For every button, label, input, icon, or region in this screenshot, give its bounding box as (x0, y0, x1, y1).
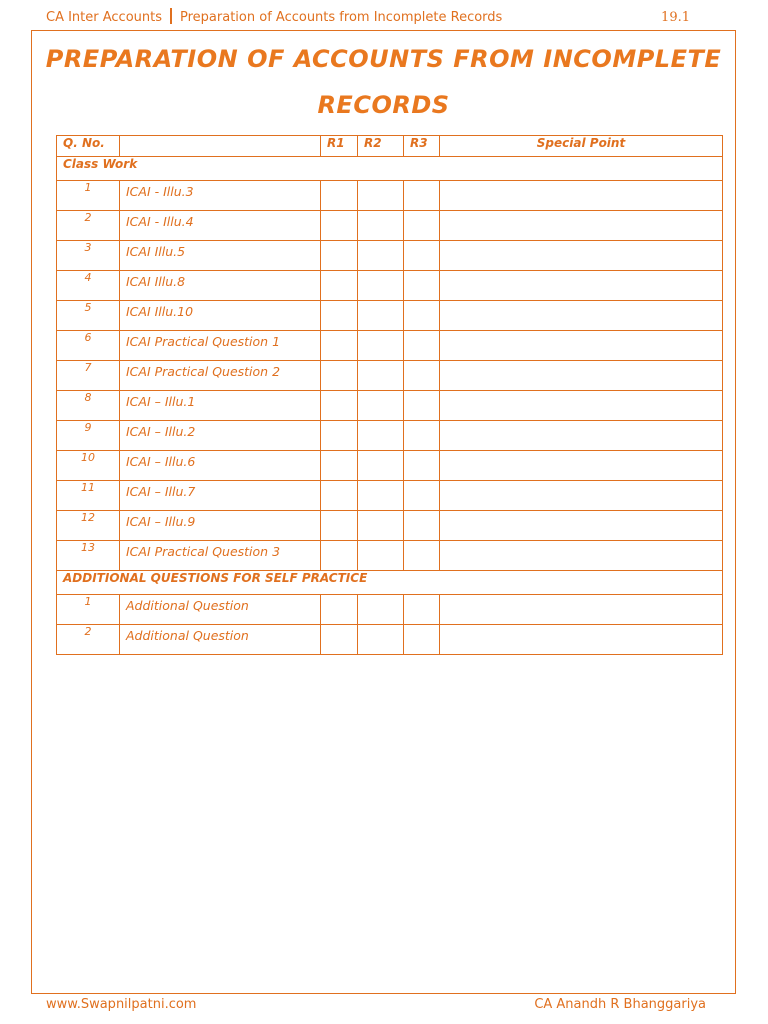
question-description: ICAI Illu.5 (120, 241, 321, 271)
question-number: 4 (57, 271, 120, 301)
r2-cell (358, 271, 404, 301)
special-point-cell (440, 541, 723, 571)
special-point-cell (440, 595, 723, 625)
special-point-cell (440, 301, 723, 331)
question-description: ICAI Practical Question 2 (120, 361, 321, 391)
question-number: 12 (57, 511, 120, 541)
page-number: 19.1 (661, 10, 690, 25)
r2-cell (358, 241, 404, 271)
question-number: 6 (57, 331, 120, 361)
question-description: ICAI – Illu.6 (120, 451, 321, 481)
r3-cell (404, 331, 440, 361)
r2-cell (358, 541, 404, 571)
footer-website: www.Swapnilpatni.com (46, 997, 197, 1012)
r3-cell (404, 451, 440, 481)
question-description: Additional Question (120, 625, 321, 655)
r1-cell (321, 391, 358, 421)
table-row (57, 481, 723, 511)
question-number: 2 (57, 625, 120, 655)
question-description: ICAI - Illu.4 (120, 211, 321, 241)
special-point-cell (440, 361, 723, 391)
r1-cell (321, 511, 358, 541)
special-point-cell (440, 451, 723, 481)
special-point-cell (440, 481, 723, 511)
r3-cell (404, 625, 440, 655)
question-description: ICAI Practical Question 3 (120, 541, 321, 571)
question-description: ICAI – Illu.2 (120, 421, 321, 451)
table-row (57, 451, 723, 481)
col-header-r1: R1 (321, 136, 358, 157)
r3-cell (404, 361, 440, 391)
page-header (46, 6, 696, 28)
r3-cell (404, 211, 440, 241)
r1-cell (321, 181, 358, 211)
table-row (57, 211, 723, 241)
section-additional-questions (57, 571, 723, 595)
title-line-2: RECORDS (317, 91, 450, 119)
special-point-cell (440, 181, 723, 211)
r2-cell (358, 421, 404, 451)
question-number: 10 (57, 451, 120, 481)
r1-cell (321, 541, 358, 571)
question-table (56, 135, 723, 655)
question-number: 9 (57, 421, 120, 451)
special-point-cell (440, 625, 723, 655)
special-point-cell (440, 421, 723, 451)
section-class-work (57, 157, 723, 181)
table-row (57, 331, 723, 361)
r3-cell (404, 511, 440, 541)
question-description: ICAI – Illu.9 (120, 511, 321, 541)
special-point-cell (440, 391, 723, 421)
r2-cell (358, 625, 404, 655)
table-row (57, 595, 723, 625)
special-point-cell (440, 241, 723, 271)
r3-cell (404, 391, 440, 421)
question-description: ICAI – Illu.1 (120, 391, 321, 421)
question-table-body (57, 136, 723, 655)
r3-cell (404, 595, 440, 625)
header-chapter: Preparation of Accounts from Incomplete Records (180, 10, 503, 25)
header-left (46, 8, 502, 25)
r2-cell (358, 181, 404, 211)
r2-cell (358, 211, 404, 241)
section-label-additional: ADDITIONAL QUESTIONS FOR SELF PRACTICE (57, 571, 723, 595)
col-header-desc (120, 136, 321, 157)
r2-cell (358, 391, 404, 421)
table-row (57, 511, 723, 541)
question-description: ICAI – Illu.7 (120, 481, 321, 511)
question-number: 7 (57, 361, 120, 391)
section-label-class-work: Class Work (57, 157, 723, 181)
r3-cell (404, 301, 440, 331)
question-description: ICAI Illu.8 (120, 271, 321, 301)
title-line-1: PREPARATION OF ACCOUNTS FROM INCOMPLETE (45, 45, 722, 73)
col-header-special-point: Special Point (440, 136, 723, 157)
r2-cell (358, 361, 404, 391)
table-row (57, 271, 723, 301)
question-number: 2 (57, 211, 120, 241)
r3-cell (404, 181, 440, 211)
question-description: ICAI - Illu.3 (120, 181, 321, 211)
table-row (57, 625, 723, 655)
question-number: 11 (57, 481, 120, 511)
r2-cell (358, 301, 404, 331)
question-number: 3 (57, 241, 120, 271)
r3-cell (404, 271, 440, 301)
r1-cell (321, 271, 358, 301)
header-separator (170, 8, 172, 24)
special-point-cell (440, 271, 723, 301)
r2-cell (358, 511, 404, 541)
r1-cell (321, 331, 358, 361)
table-row (57, 361, 723, 391)
special-point-cell (440, 511, 723, 541)
r1-cell (321, 451, 358, 481)
r2-cell (358, 331, 404, 361)
special-point-cell (440, 331, 723, 361)
r1-cell (321, 361, 358, 391)
table-row (57, 541, 723, 571)
col-header-r2: R2 (358, 136, 404, 157)
question-description: ICAI Practical Question 1 (120, 331, 321, 361)
r1-cell (321, 301, 358, 331)
question-number: 1 (57, 181, 120, 211)
question-number: 1 (57, 595, 120, 625)
r3-cell (404, 541, 440, 571)
r1-cell (321, 211, 358, 241)
question-number: 13 (57, 541, 120, 571)
r2-cell (358, 451, 404, 481)
question-number: 5 (57, 301, 120, 331)
table-row (57, 181, 723, 211)
col-header-qno: Q. No. (57, 136, 120, 157)
special-point-cell (440, 211, 723, 241)
question-description: Additional Question (120, 595, 321, 625)
r2-cell (358, 481, 404, 511)
question-number: 8 (57, 391, 120, 421)
r2-cell (358, 595, 404, 625)
page-title (31, 36, 736, 128)
table-row (57, 391, 723, 421)
table-header-row (57, 136, 723, 157)
col-header-r3: R3 (404, 136, 440, 157)
r3-cell (404, 421, 440, 451)
header-subject: CA Inter Accounts (46, 10, 163, 25)
footer-author: CA Anandh R Bhanggariya (534, 997, 706, 1012)
question-description: ICAI Illu.10 (120, 301, 321, 331)
r1-cell (321, 421, 358, 451)
r3-cell (404, 241, 440, 271)
table-row (57, 241, 723, 271)
r1-cell (321, 481, 358, 511)
r3-cell (404, 481, 440, 511)
r1-cell (321, 625, 358, 655)
table-row (57, 301, 723, 331)
table-row (57, 421, 723, 451)
r1-cell (321, 595, 358, 625)
r1-cell (321, 241, 358, 271)
